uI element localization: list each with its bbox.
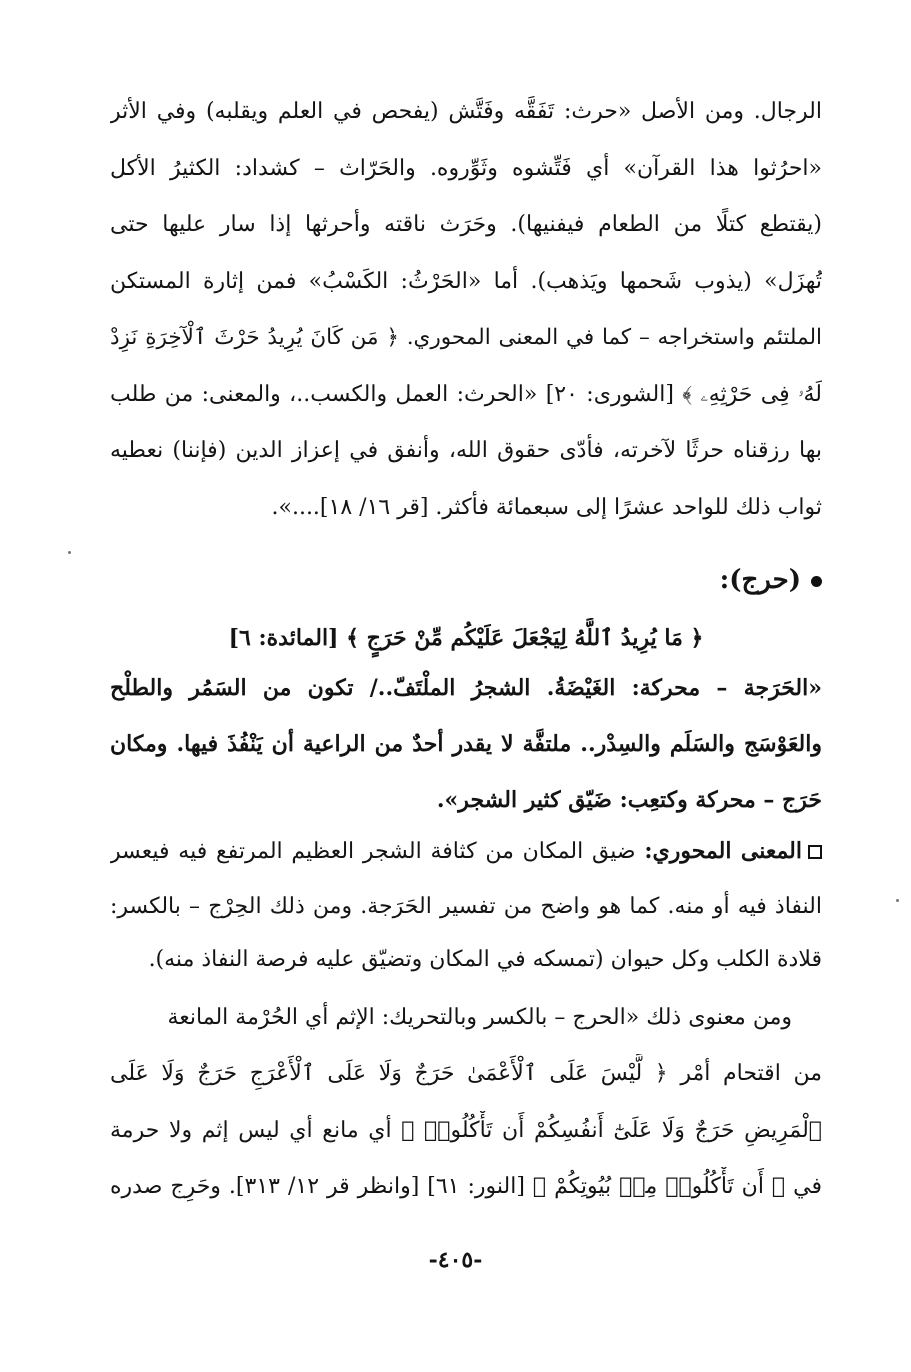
text-line: (يقتطع كتلًا من الطعام فيفنيها). وحَرَث ناقته وأحرثها إذا سار عليها حتى [110,212,822,237]
text-line: الملتئم واستخراجه – كما في المعنى المحوري. ﴿ مَن كَانَ يُرِيدُ حَرْثَ ٱلْآخِرَةِ نَزِدْ [110,325,822,350]
bullet-icon [811,576,822,587]
text-line: بها رزقناه حرثًا لآخرته، فأدّى حقوق الله، وأنفق في إعزاز الدين (فإننا) نعطيه [110,438,822,463]
checkbox-square-icon [808,845,822,859]
core-meaning-line [110,831,822,871]
text-line: لَهُۥ فِى حَرْثِهِۦ ﴾ [الشورى: ٢٠] «الحرث: العمل والكسب..، والمعنى: من طلب [110,382,822,407]
page-number: -٤٠٥- [428,1247,483,1273]
text-line: النفاذ فيه أو منه. كما هو واضح من تفسير الحَرَجة. ومن ذلك الحِرْج – بالكسر: [110,894,822,919]
text-line: من اقتحام أمْر ﴿ لَّيْسَ عَلَى ٱلْأَعْمَىٰ حَرَجٌ وَلَا عَلَى ٱلْأَعْرَجِ حَرَجٌ وَلَا عَلَى [110,1061,822,1086]
text-line [110,998,822,1038]
text-line: قلادة الكلب وكل حيوان (تمسكه في المكان وتضيّق عليه فرصة النفاذ منه). [148,947,822,972]
text-line: في ﴿ أَن تَأْكُلُوا۟ مِنۢ بُيُوتِكُمْ ﴾ [النور: ٦١] [وانظر قر ١٢/ ٣١٣]. وحَرِج صدره [110,1174,822,1199]
entry-heading-text: (حرج): [719,565,801,595]
text-line: ثواب ذلك للواحد عشرًا إلى سبعمائة فأكثر. [قر ١٦/ ١٨]....». [271,495,822,520]
entry-heading [522,560,822,600]
text-line: الرجال. ومن الأصل «حرث: تَفَقَّه وفَتَّش (يفحص في العلم ويقلبه) وفي الأثر [110,99,822,124]
core-meaning-text: ضيق المكان من كثافة الشجر العظيم المرتفع فيه فيعسر [110,839,636,864]
quran-verse: ﴿ مَا يُرِيدُ ٱللَّهُ لِيَجْعَلَ عَلَيْكُم مِّنْ حَرَجٍ ﴾ [المائدة: ٦] [228,625,704,651]
scan-speck [68,551,71,554]
scan-speck [896,899,899,902]
definition-line: والعَوْسَج والسَلَم والسِدْر.. ملتفَّة لا يقدر أحدٌ من الراعية أن يَنْفُذَ فيها. ومكان [110,731,822,757]
definition-line: حَرَج – محركة وكتعِب: ضَيّق كثير الشجر». [436,787,822,813]
paragraph-start: ومن معنوى ذلك «الحرج – بالكسر وبالتحريك: الإثم أي الحُرْمة المانعة [167,1005,792,1030]
text-line: تُهزَل» (يذوب شَحمها ويَذهب). أما «الحَرْثُ: الكَسْبُ» فمن إثارة المستكن [110,269,822,294]
definition-line: «الحَرَجة – محركة: الغَيْضَةُ. الشجرُ الملْتَفّ../ تكون من السَمُر والطلْح [110,675,822,701]
core-meaning-label: المعنى المحوري: [644,838,802,864]
text-line: ٱلْمَرِيضِ حَرَجٌ وَلَا عَلَىٰٓ أَنفُسِكُمْ أَن تَأْكُلُوا۟ ﴾ أي مانع أي ليس إثم ولا حرمة [110,1118,822,1143]
text-line: «احرُثوا هذا القرآن» أي فَتِّشوه وثَوِّروه. والحَرّاث – كشداد: الكثيرُ الأكل [110,156,822,181]
